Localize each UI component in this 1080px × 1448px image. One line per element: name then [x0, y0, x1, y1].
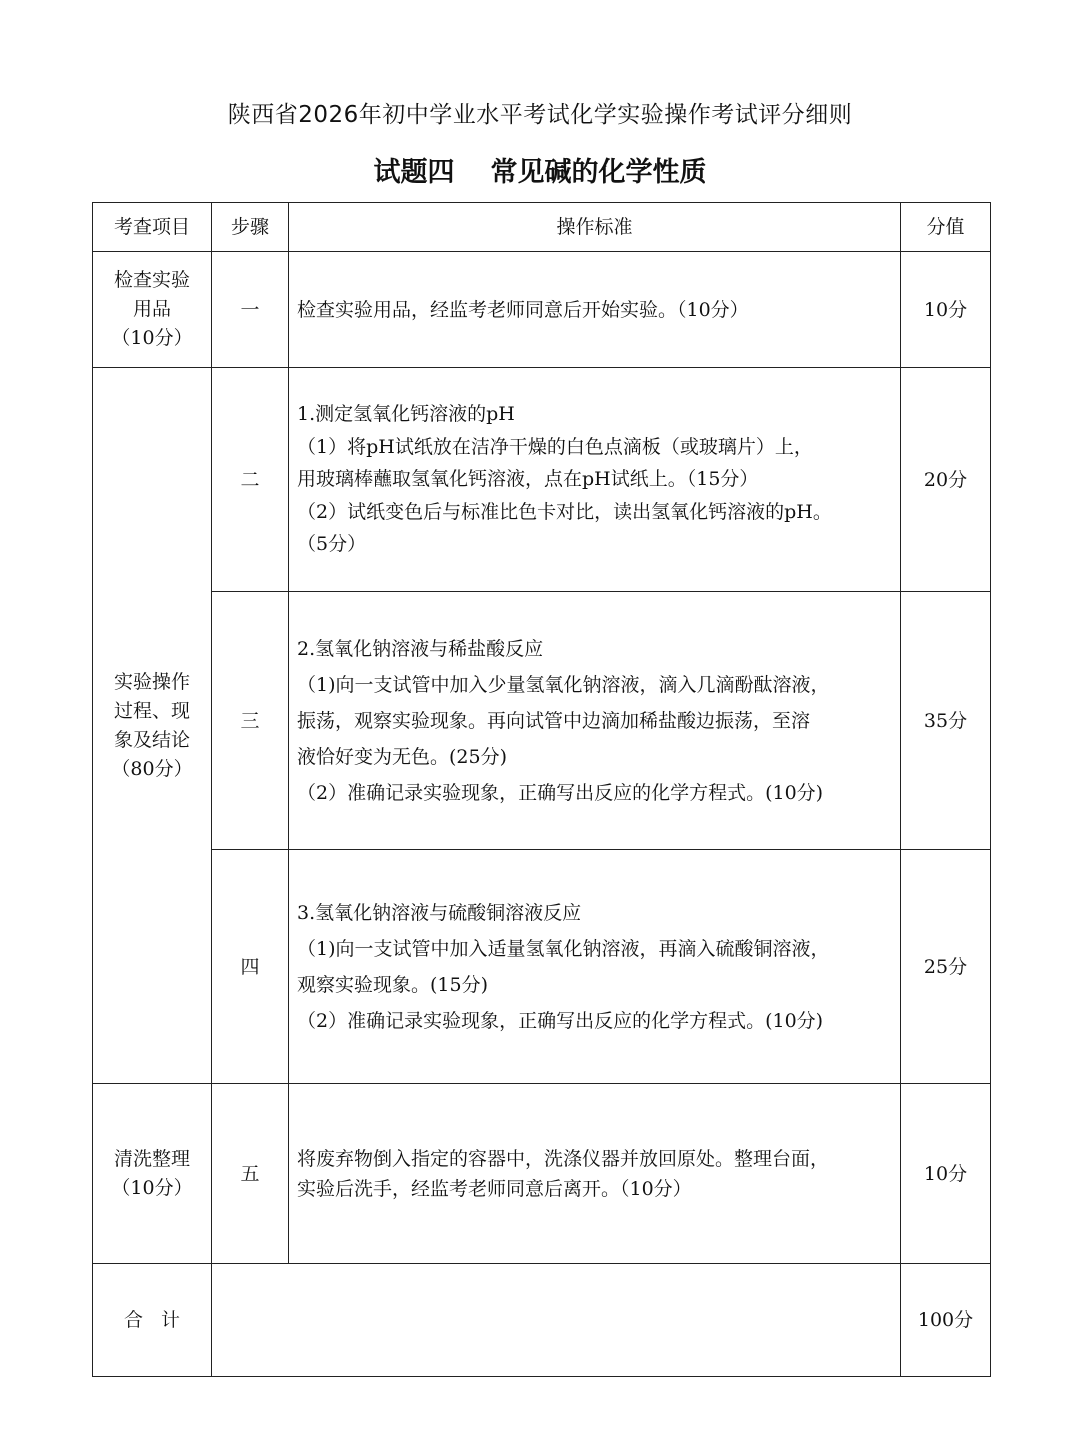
- step-cell: 四: [212, 850, 289, 1084]
- standard-cell: 检查实验用品，经监考老师同意后开始实验。（10分）: [289, 252, 901, 368]
- document-title: 陕西省2026年初中学业水平考试化学实验操作考试评分细则: [227, 102, 853, 128]
- standard-cell: 1.测定氢氧化钙溶液的pH （1）将pH试纸放在洁净干燥的白色点滴板（或玻璃片）上， 用玻璃棒蘸取氢氧化钙溶液，点在pH试纸上。（15分） （2）试纸变色后与标准比色卡对比，读出氢氧化钙溶液的pH。 （5分）: [289, 368, 901, 592]
- table-row: [93, 850, 991, 1084]
- header-score: 分值: [901, 203, 991, 252]
- standard-cell: 2.氢氧化钠溶液与稀盐酸反应 （1)向一支试管中加入少量氢氧化钠溶液，滴入几滴酚酞溶液， 振荡，观察实验现象。再向试管中边滴加稀盐酸边振荡，至溶 液恰好变为无色。(25分) （2）准确记录实验现象，正确写出反应的化学方程式。(10分): [289, 592, 901, 850]
- table-row: [93, 252, 991, 368]
- standard-cell: 3.氢氧化钠溶液与硫酸铜溶液反应 （1)向一支试管中加入适量氢氧化钠溶液，再滴入硫酸铜溶液， 观察实验现象。(15分) （2）准确记录实验现象，正确写出反应的化学方程式。(10分): [289, 850, 901, 1084]
- standard-cell: 将废弃物倒入指定的容器中，洗涤仪器并放回原处。整理台面， 实验后洗手，经监考老师同意后离开。（10分）: [289, 1084, 901, 1264]
- table-row: [93, 592, 991, 850]
- header-item: 考查项目: [93, 203, 212, 252]
- total-label-cell: [93, 1264, 212, 1377]
- subtitle-question-number: 试题四: [373, 157, 455, 188]
- step-cell: 一: [212, 252, 289, 368]
- table-row: [93, 1084, 991, 1264]
- step-cell: 二: [212, 368, 289, 592]
- score-cell: 10分: [901, 1084, 991, 1264]
- subtitle-topic: 常见碱的化学性质: [490, 157, 707, 188]
- score-cell: 20分: [901, 368, 991, 592]
- total-empty-cell: [212, 1264, 901, 1377]
- score-cell: 10分: [901, 252, 991, 368]
- score-cell: 25分: [901, 850, 991, 1084]
- item-cell: 清洗整理 （10分）: [93, 1084, 212, 1264]
- total-score-cell: 100分: [901, 1264, 991, 1377]
- scoring-table: [92, 202, 991, 1377]
- item-cell: 检查实验 用品 （10分）: [93, 252, 212, 368]
- total-label: 合计: [123, 1309, 198, 1331]
- step-cell: 三: [212, 592, 289, 850]
- table-header-row: [93, 203, 991, 252]
- item-cell: 实验操作 过程、现 象及结论 （80分）: [93, 368, 212, 1084]
- table-row: [93, 368, 991, 592]
- header-step: 步骤: [212, 203, 289, 252]
- step-cell: 五: [212, 1084, 289, 1264]
- total-row: [93, 1264, 991, 1377]
- header-standard: 操作标准: [289, 203, 901, 252]
- document-subtitle: [0, 150, 1080, 189]
- score-cell: 35分: [901, 592, 991, 850]
